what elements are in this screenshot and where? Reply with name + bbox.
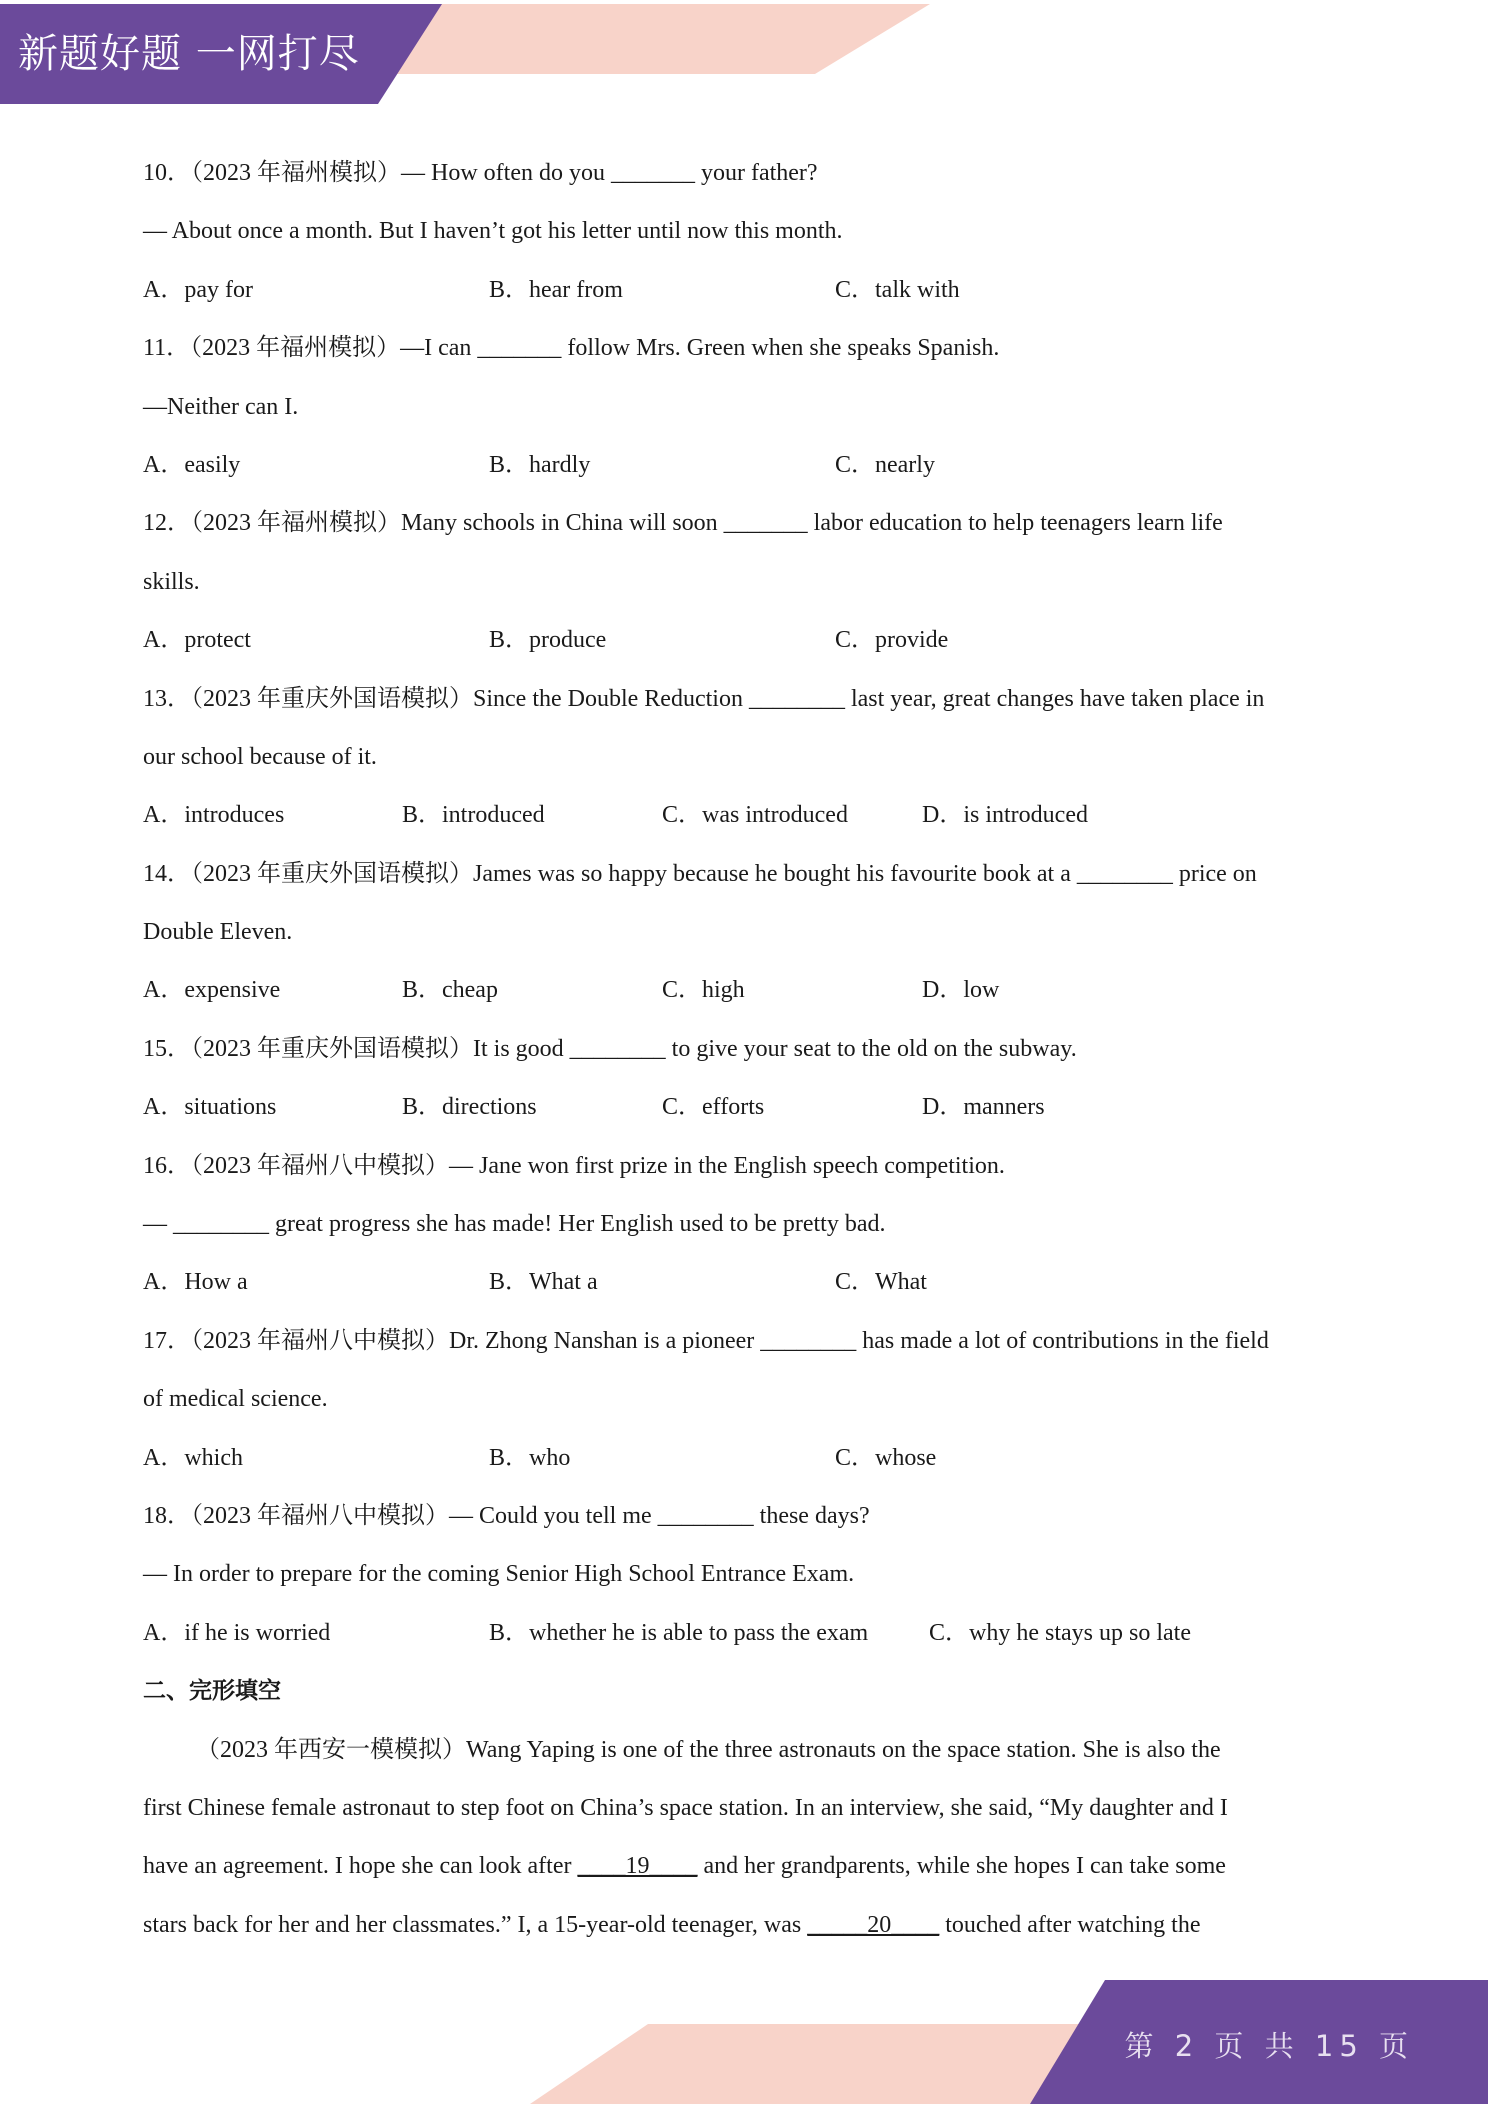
question-17-stem: 17．（2023 年福州八中模拟）Dr. Zhong Nanshan is a pioneer ________ has made a lot of contributions in the field (143, 1327, 1269, 1354)
cloze-paragraph-line: （2023 年西安一模模拟）Wang Yaping is one of the three astronauts on the space station. She is also the (196, 1736, 1221, 1763)
page-content (143, 144, 1348, 1954)
option-a: A．protect (143, 627, 251, 654)
cloze-paragraph-line (143, 1896, 1348, 1954)
header-title: 新题好题 一网打尽 (18, 31, 360, 77)
cloze-paragraph-line (143, 1837, 1348, 1895)
question-11-dialog: —Neither can I. (143, 393, 299, 420)
option-a: A．which (143, 1444, 243, 1471)
question-11-options (143, 436, 1348, 494)
option-b: B．cheap (402, 977, 498, 1004)
question-11-stem: 11．（2023 年福州模拟）—I can _______ follow Mrs. Green when she speaks Spanish. (143, 335, 1000, 362)
cloze-text: stars back for her and her classmates.” I, a 15-year-old teenager, was (143, 1911, 808, 1938)
question-12-stem: 12．（2023 年福州模拟）Many schools in China will soon _______ labor education to help teenagers learn life (143, 510, 1223, 537)
option-a: A．if he is worried (143, 1619, 331, 1646)
question-18-options (143, 1604, 1348, 1662)
option-b: B．introduced (402, 802, 545, 829)
option-a: A．easily (143, 451, 241, 478)
question-10-stem: 10．（2023 年福州模拟）— How often do you _______ your father? (143, 160, 818, 186)
question-16-stem: 16．（2023 年福州八中模拟）— Jane won first prize in the English speech competition. (143, 1152, 1005, 1179)
question-14-options (143, 961, 1348, 1019)
option-c: C．talk with (835, 276, 960, 303)
question-18-stem: 18．（2023 年福州八中模拟）— Could you tell me ________ these days? (143, 1502, 870, 1529)
cloze-text: have an agreement. I hope she can look after (143, 1853, 578, 1880)
option-b: B．whether he is able to pass the exam (489, 1619, 869, 1646)
option-a: A．situations (143, 1094, 277, 1121)
question-13-stem: 13．（2023 年重庆外国语模拟）Since the Double Reduction ________ last year, great changes have taken place in (143, 685, 1265, 712)
question-10-options (143, 261, 1348, 319)
question-12-stem-cont: skills. (143, 568, 200, 595)
cloze-blank-20: _____20____ (807, 1911, 940, 1938)
question-15-options (143, 1078, 1348, 1136)
option-c: C．was introduced (662, 802, 848, 829)
question-16-options (143, 1253, 1348, 1311)
option-b: B．who (489, 1444, 571, 1471)
option-c: C．whose (835, 1444, 937, 1471)
option-c: C．why he stays up so late (929, 1619, 1191, 1646)
option-c: C．high (662, 977, 745, 1004)
question-17-stem-cont: of medical science. (143, 1386, 328, 1413)
option-c: C．provide (835, 627, 949, 654)
header-banner (0, 0, 1488, 110)
option-b: B．What a (489, 1269, 598, 1296)
option-c: C．nearly (835, 451, 935, 478)
option-c: C．efforts (662, 1094, 765, 1121)
cloze-text: touched after watching the (939, 1911, 1201, 1938)
question-10-dialog: — About once a month. But I haven’t got his letter until now this month. (143, 218, 843, 245)
cloze-blank-19: ____19____ (577, 1853, 698, 1880)
option-b: B．produce (489, 627, 607, 654)
question-16-dialog: — ________ great progress she has made! Her English used to be pretty bad. (143, 1211, 886, 1238)
option-a: A．introduces (143, 802, 285, 829)
section-heading-cloze: 二、完形填空 (143, 1678, 281, 1705)
question-13-options (143, 786, 1348, 844)
question-15-stem: 15．（2023 年重庆外国语模拟）It is good ________ to give your seat to the old on the subway. (143, 1035, 1077, 1062)
cloze-paragraph-line: first Chinese female astronaut to step foot on China’s space station. In an interview, she said, “My daughter and I (143, 1794, 1228, 1821)
option-d: D．is introduced (922, 802, 1088, 829)
question-17-options (143, 1429, 1348, 1487)
option-b: B．hear from (489, 276, 623, 303)
option-b: B．directions (402, 1094, 537, 1121)
cloze-text: and her grandparents, while she hopes I can take some (697, 1853, 1226, 1880)
option-c: C．What (835, 1269, 927, 1296)
question-14-stem-cont: Double Eleven. (143, 919, 293, 946)
option-b: B．hardly (489, 451, 591, 478)
question-18-dialog: — In order to prepare for the coming Senior High School Entrance Exam. (143, 1561, 855, 1588)
question-13-stem-cont: our school because of it. (143, 743, 377, 770)
option-a: A．pay for (143, 276, 253, 303)
question-12-options (143, 611, 1348, 669)
option-d: D．manners (922, 1094, 1045, 1121)
page-number: 第 2 页 共 15 页 (1124, 2029, 1414, 2063)
option-d: D．low (922, 977, 1000, 1004)
question-14-stem: 14．（2023 年重庆外国语模拟）James was so happy because he bought his favourite book at a ________ price on (143, 860, 1257, 887)
option-a: A．expensive (143, 977, 281, 1004)
option-a: A．How a (143, 1269, 248, 1296)
